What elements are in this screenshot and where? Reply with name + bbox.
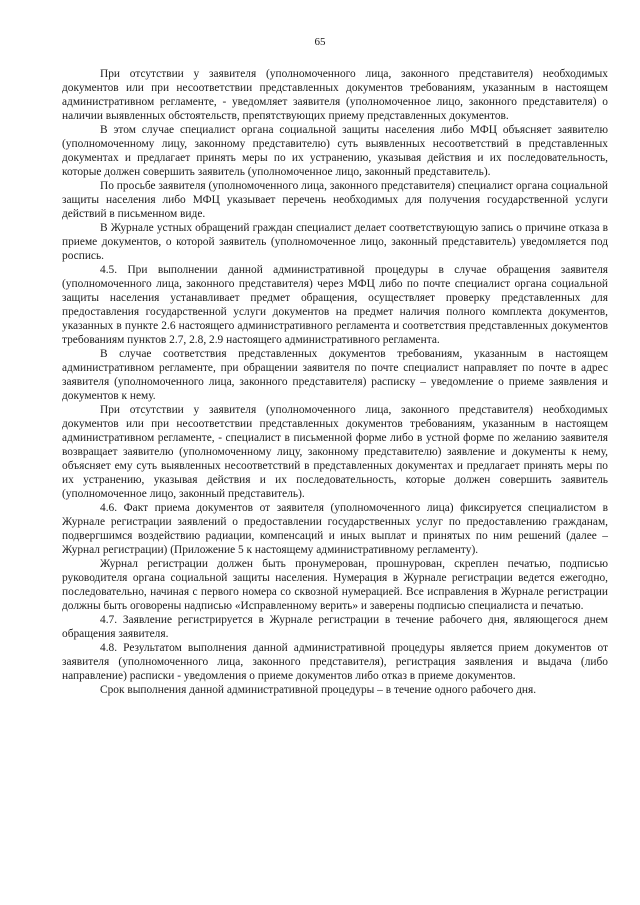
paragraph: 4.7. Заявление регистрируется в Журнале регистрации в течение рабочего дня, являющегося днем обращения заявителя. (62, 614, 608, 640)
paragraph: Журнал регистрации должен быть пронумерован, прошнурован, скреплен печатью, подписью руководителя органа социальной защиты населения. Нумерация в Журнале регистрации ведется ежегодно, последовательно, начиная с первого номера со сквозной нумерацией. Все исправления в Журнале регистрации должны быть оговорены надписью «Исправленному верить» и заверены подписью специалиста и печатью. (62, 558, 608, 612)
paragraph: В случае соответствия представленных документов требованиям, указанным в настоящем административном регламенте, при обращении заявителя по почте специалист направляет по почте в адрес заявителя (уполномоченного лица, законного представителя) расписку – уведомление о приеме заявления и документов к нему. (62, 348, 608, 402)
paragraph: При отсутствии у заявителя (уполномоченного лица, законного представителя) необходимых документов или при несоответствии представленных документов требованиям, указанным в настоящем административном регламенте, - уведомляет заявителя (уполномоченное лицо, законного представителя) о наличии выявленных обстоятельств, препятствующих приему представленных документов. (62, 68, 608, 122)
paragraph: Срок выполнения данной административной процедуры – в течение одного рабочего дня. (100, 684, 537, 696)
paragraph: 4.6. Факт приема документов от заявителя (уполномоченного лица) фиксируется специалистом в Журнале регистрации заявлений о предоставлении государственных услуг по предоставлению гражданам, подвергшимся воздействию радиации, компенсаций и иных выплат и принятых по ним решений (далее – Журнал регистрации) (Приложение 5 к настоящему административному регламенту). (62, 502, 608, 556)
document-body (62, 67, 608, 697)
paragraph: В этом случае специалист органа социальной защиты населения либо МФЦ объясняет заявителю (уполномоченному лицу, законному представителю) суть выявленных несоответствий в представленных документах и предлагает принять меры по их устранению, указывая действия и их последовательность, которые должен совершить заявитель (уполномоченное лицо, законный представитель). (62, 124, 608, 178)
paragraph: В Журнале устных обращений граждан специалист делает соответствующую запись о причине отказа в приеме документов, о которой заявитель (уполномоченное лицо, законный представитель) уведомляется под роспись. (62, 222, 608, 262)
paragraph: При отсутствии у заявителя (уполномоченного лица, законного представителя) необходимых документов или при несоответствии представленных документов требованиям, указанным в настоящем административном регламенте, - специалист в письменной форме либо в устной форме по желанию заявителя возвращает заявителю (уполномоченному лицу, законному представителю) заявление и документы к нему, объясняет ему суть выявленных несоответствий в представленных документах и предлагает принять меры по их устранению, указывая действия и их последовательность, которые должен совершить заявитель (уполномоченное лицо, законный представитель). (62, 404, 608, 500)
paragraph: 4.5. При выполнении данной административной процедуры в случае обращения заявителя (уполномоченного лица, законного представителя) через МФЦ либо по почте специалист органа социальной защиты населения устанавливает предмет обращения, осуществляет проверку представленных для предоставления государственной услуги документов на предмет наличия полного комплекта документов, указанных в пункте 2.6 настоящего административного регламента и соответствия представленных документов требованиям пунктов 2.7, 2.8, 2.9 настоящего административного регламента. (62, 264, 608, 346)
paragraph: 4.8. Результатом выполнения данной административной процедуры является прием документов от заявителя (уполномоченного лица, законного представителя), регистрация заявления и выдача (либо направление) расписки - уведомления о приеме документов либо отказ в приеме документов. (62, 642, 608, 682)
paragraph: По просьбе заявителя (уполномоченного лица, законного представителя) специалист органа социальной защиты населения либо МФЦ указывает перечень необходимых для получения государственной услуги действий в письменном виде. (62, 180, 608, 220)
page-number: 65 (314, 36, 326, 48)
